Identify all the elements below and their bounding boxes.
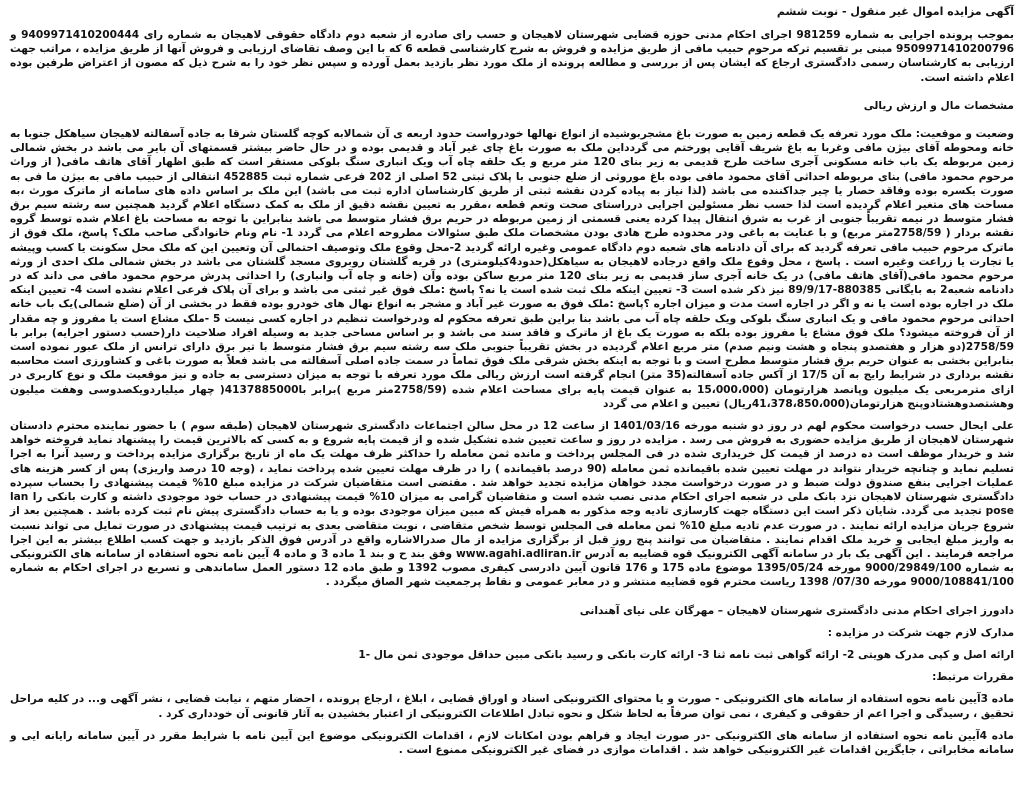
spacer: [10, 411, 1014, 419]
documents-list: ارائه اصل و کپی مدرک هویتی 2- ارائه گواهی ثبت نامه ثنا 3- ارائه کارت بانکی و رسید بانکی مبین حداقل موجودی ثمن مال -1: [358, 648, 1014, 661]
spacer: [10, 85, 1014, 99]
spacer: [10, 640, 1014, 648]
spacer: [10, 684, 1014, 692]
regulations-heading: مقررات مرتبط:: [932, 671, 1014, 684]
spacer: [10, 721, 1014, 729]
notice-title: آگهی مزایده اموال غیر منقول - نوبت ششم: [776, 5, 1014, 18]
signature: دادورز اجرای احکام مدنی دادگستری شهرستان لاهیجان – مهرگان علی نیای آهندانی: [579, 604, 1014, 617]
property-description: وضعیت و موقعیت: ملک مورد تعرفه یک قطعه زمین به صورت باغ مشجربوشیده از انواع نهالها خودرواست حدود اربعه ی آن شمالابه کوچه گلستان شرقا به جاده آسفالته لاهیجان سیاهکل جنوبا به خانه ومحوطه آقای بیژن مافی وغربا به باغ شریف آقایی پورختم می گردداین ملک به صورت باغ چای غیر آباد و قدیمی بوده و در حال حاضر بیشتر قسمتهای آن بایر می باشد در بخش شمالی زمین مربوطه یک باب خانه مسکونی آجری ساخت طرح قدیمی به زیر بنای 120 متر مربع و یک حلقه چاه آب ویک انباری سنگ بلوکی مستقر است که طبق اظهار آقای هاتف مافی( از وراث مرحوم محمود مافی) بنای مربوطه احداثی آقای محمود مافی بوده باغ موروثی از ضلع جنوبی با پلاک ثبتی 52 اصلی از 202 فرعی شماره ثبت 452885 انتقالی از حبیب مافی به بیژن ما فی به صورت یکسره بوده وفاقد حصار یا چیر جداکننده می باشد (لذا نیاز به پیاده کردن نقشه ثبتی از طریق کارشناسان اداره ثبت می باشد) این ملک بر اساس داده های سامانه از ماترک مورث ،به مساحت های متغیر اعلام گردیده است لذا حسب نظر مسئولین اجرایی درراستای صحت وتعم قطعه ،مقرر به تعیین نقشه دقیق از ملک به کمک دستگاه اعلام گردید همچنین سه رشته سیم برق فشار متوسط در نیمه تقریباً جنوبی از غرب به شرق انتقال پیدا کرده یعنی قسمتی از زمین مربوطه در حریم برق فشار متوسط می باشد بنابراین با توجه به مساحت باغ اعلام شده توسط گروه نقشه بردار ( 2758/59متر مربع) و با عنایت به باغی ودر محدوده طرح هادی بودن مشخصات ملک طبق سئوالات مطروحه اعلام می گردد 1- نام ونام خانوادگی صاحب ملک؟ پاسخ، ملک فوق از ماترک مرحوم حبیب مافی تعرفه گردید که برای آن دادنامه های شعبه دوم دادگاه عمومی وغیره ارائه گردید 2-محل وقوع ملک وتوصیف احتمالی آن وتعیین این که ملک محل سکونت یا کسب وپیشه یا تجارت یا زراعت وغیره است . پاسخ ، محل وقوع ملک واقع درجاده لاهیجان به سیاهکل(حدود4کیلومتری) در قریه گلشتان روبروی مسجد گلشتان می باشد در بخش شمالی ملک احدی از ورثه مرحوم محمود مافی(آقای هاتف مافی) در یک خانه آجری ساز قدیمی به زیر بنای 120 متر مربع ساکن بوده وآن (خانه و چاه آب وانباری) را احداثی پدرش مرحوم محمود مافی می داند که در دادنامه شعبه2 به بایگانی 880385-89/9/17 نیز ذکر شده است 3- تعیین اینکه ملک ثبت شده است یا نه؟ پاسخ :ملک فوق غیر ثبتی می باشد و برای آن پلاک فرعی اعلام نشده است 4- تعیین اینکه ملک در اجاره بوده است یا نه و اگر در اجاره است مدت و میزان اجاره ؟پاسخ :ملک فوق به صورت غیر آباد و مشجر به انواع نهال های خودرو بوده فقط در بخشی از آن (ضلع شمالی)یک باب خانه احداثی مرحوم محمود مافی و یک انباری سنگ بلوکی ویک حلقه چاه آب می باشد بنا براین طبق تعرفه محکوم له ودرخواست تنظیم در اجاره کسی نیست 5 -ملک مشاع است یا مفروز و چه مقدار از آن فروخته میشود؟ ملک فوق مشاع یا مفروز بوده بلکه به صورت یک باغ از ماترک و فاقد سند می باشد و بر اساس مساحی جدید به وسیله افراد صلاحیت دار(حسب دستور اجرایه) برابر با 2758/59(دو هزار و هفتصدو پنجاه و هشت ونیم صدم) متر مربع اعلام گردیده در بخش تقریباً جنوبی ملک سه رشته سیم برق فشار متوسط با تیر برق دارای ترانس از ملک عبور نموده است بنابراین بخشی به عنوان حریم برق فشار متوسط مطرح است و با توجه به اینکه بخش شرقی ملک فوق تماماً در سمت جاده اصلی آسفالته می باشد فعلاً به صورت باغی و کشاورزی است محاسبه نقشه برداری در شرایط رایج به آن 17/5 از آکس جاده آسفالته(35 متر) انجام گرفته است ارزش ریالی ملک مورد تعرفه با توجه به میزان دسترسی به جاده و نیز موقعیت ملک و نوع کاربری در ازای مترمربعی یک میلیون وپانصد هزارتومان (15،000،000 به عنوان قیمت پایه برای مساحت اعلام شده (2758/59متر مربع )برابر با4137885000( چهار میلیاردویکصدوسی وهفت میلیون وهشتصدوهشتادوپنج هزارتومان(41،378،850،000ریال) تعیین و اعلام می گردد: [10, 128, 1015, 410]
section-heading: مشخصات مال و ارزش ریالی: [863, 99, 1014, 112]
spacer: [10, 590, 1014, 604]
regulation-article-3: ماده 3آیین نامه نحوه استفاده از سامانه های الکترونیکی - صورت و یا محتوای الکترونیکی اسناد و اوراق قضایی ، ابلاغ ، ارجاع پرونده ، احضار متهم ، نیابت قضایی ، نشر آگهی و... در کلیه مراحل تحقیق ، رسیدگی و اجرا اعم از حقوقی و کیفری ، نمی توان صرفاً به لحاظ شکل و نحوه تبادل اطلاعات الکترونیکی از اعتبار بخشیدن به آثار قانونی آن خودداری کرد .: [10, 693, 1014, 720]
spacer: [10, 20, 1014, 28]
spacer: [10, 662, 1014, 670]
documents-heading: مدارک لازم جهت شرکت در مزایده :: [827, 626, 1014, 639]
auction-terms: علی ایحال حسب درخواست محکوم لهم در روز دو شنبه مورخه 1401/03/16 از ساعت 12 در محل سالن اجتماعات دادگستری شهرستان لاهیجان (طبقه سوم ) با حضور نماینده محترم دادستان شهرستان لاهیجان از طریق مزایده حضوری به فروش می رسد . مزایده در روز و ساعت تعیین شده تشکیل شده و از قیمت پایه شروع و به کسی که بالاترین قیمت را پیشنهاد نماید فروخته خواهد شد و خریدار موظف است ده درصد از قیمت کل خریداری شده در فی المجلس پرداخت و مانده ثمن معامله را حداکثر ظرف مهلت یک ماه از تاریخ برگزاری مزایده پرداخت و رسید آنرا به اجرا تسلیم نماید و چنانچه خریدار نتواند در مهلت تعیین شده باقیمانده ثمن معامله (90 درصد باقیمانده ) را در ظرف مهلت تعیین شده پرداخت نماید ، (وجه 10 درصد واریزی) پس از کسر هزینه های عملیات اجرایی بنفع صندوق دولت ضبط و در صورت درخواست مجدد خواهان مزایده تجدید خواهد شد . مقتضی است متقاضیان شرکت در مزایده مبلغ 10% قیمت پیشنهادی را بحساب سپرده دادگستری شهرستان لاهیجان نزد بانک ملی در شعبه اجرای احکام مدنی نصب شده است و متقاضیان گرامی به میزان 10% قیمت پیشنهادی در حساب خود موجودی داشته و کارت بانکی را lan pose تجدید می گردد. شایان ذکر است این دستگاه جهت کارسازی تادیه وجه مذکور به همراه فیش که مبین میزان موجودی بوده و یا به حساب دادگستری پیش نام ثبت کرده باشد . همچنین بعد از شروع جریان مزایده ارائه نمایند . در صورت عدم تادیه مبلغ 10% ثمن معامله فی المجلس توسط شخص متقاضی ، نوبت متقاضی بعدی به ترتیب قیمت پیشنهادی در صورت تمایل می تواند نسبت به واریز مبلغ ایجابی و خرید ملک اقدام نمایند . متقاضیان می توانند پنج روز قبل از برگزاری مزایده از مال صدرالاشاره واقع در آدرس فوق الذکر بازدید و جهت کسب اطلاع بیشتر به این اجرا مراجعه فرمایند . این آگهی یک بار در سامانه آگهی الکترونیک قوه قضاییه به آدرس www.agahi.adliran.ir وفق بند ح و بند 1 ماده 3 و ماده 4 آیین نامه نحوه استفاده از سامانه های الکترونیکی به شماره 9000/29849/100 مورخه 1395/05/24 موضوع ماده 175 و 176 قانون آیین دادرسی کیفری مصوب 1392 و طبق ماده 12 دستور العمل ساماندهی و تسریع در اجرای احکام به شماره 9000/108841/100 مورخه 07/30/ 1398 ریاست محترم قوه قضاییه منتشر و در معابر عمومی و نقاط پرجمعیت شهر الصاق میگردد .: [10, 420, 1015, 589]
regulation-article-4: ماده 4آیین نامه نحوه استفاده از سامانه های الکترونیکی -در صورت ایجاد و فراهم بودن امکانات لازم ، اقدامات الکترونیکی موضوع این آیین نامه با شرایط مقرر در آیین سامانه رایانه ایی و سامانه مخابراتی ، جایگزین اقدامات غیر الکترونیکی خواهد شد . اقدامات موازی در فضای غیر الکترونیکی ممنوع است .: [10, 729, 1014, 756]
spacer: [10, 113, 1014, 127]
notice-intro: بموجب پرونده اجرایی به شماره 981259 اجرای احکام مدنی حوزه قضایی شهرستان لاهیجان و حسب رای صادره از شعبه دوم دادگاه حقوقی لاهیجان به شماره رای 9409971410200444 و 9509971410200796 مبنی بر تقسیم ترکه مرحوم حبیب مافی از طریق مزایده و فروش به شرح کارشناسی قطعه 6 که با این وصف تقاضای ارزیابی و فروش آنها از طریق مزایده ، مراتب جهت ارزیابی به کارشناسان رسمی دادگستری ارجاع که ایشان پس از بررسی و مطالعه پرونده از ملک مورد نظر بازدید بعمل آورده و سپس نظر خود را به شرح ذیل که مصون از اعتراض طرفین بوده اعلام داشته است.: [10, 29, 1014, 84]
spacer: [10, 618, 1014, 626]
